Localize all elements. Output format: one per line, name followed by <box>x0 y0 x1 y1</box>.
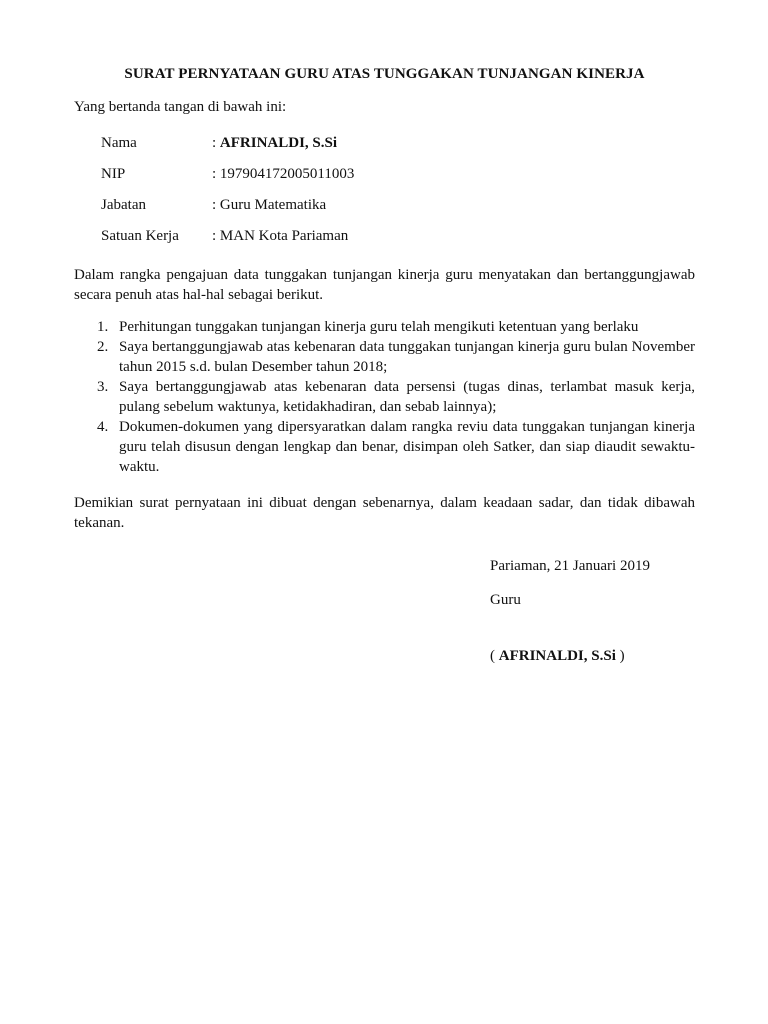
closing-paragraph: Demikian surat pernyataan ini dibuat dengan sebenarnya, dalam keadaan sadar, dan tidak dibawah tekanan. <box>74 495 695 531</box>
identity-row-nip <box>101 164 695 195</box>
statement-points-list <box>74 317 695 477</box>
identity-value: : 197904172005011003 <box>212 166 355 182</box>
identity-row-nama <box>101 133 695 164</box>
list-item <box>74 337 695 377</box>
list-item <box>74 377 695 417</box>
position-value: Guru Matematika <box>219 197 327 213</box>
letter-page <box>74 66 695 533</box>
list-item-number: 1. <box>97 319 109 335</box>
signer-name: ( AFRINALDI, S.Si ) <box>490 648 625 664</box>
identity-label: Nama <box>101 135 137 151</box>
identity-row-satuan-kerja <box>101 226 695 257</box>
identity-value: : MAN Kota Pariaman <box>212 228 349 244</box>
identity-label: Satuan Kerja <box>101 228 179 244</box>
list-item <box>74 317 695 337</box>
intro-text: Yang bertanda tangan di bawah ini: <box>74 99 287 115</box>
list-item-number: 2. <box>97 339 109 355</box>
place-date: Pariaman, 21 Januari 2019 <box>490 558 650 574</box>
list-item-text: Saya bertanggungjawab atas kebenaran data persensi (tugas dinas, terlambat masuk kerja, pulang sebelum waktunya, ketidakhadiran, dan sebab lainnya); <box>119 379 695 415</box>
identity-value: : AFRINALDI, S.Si <box>212 135 338 151</box>
identity-label: Jabatan <box>101 197 146 213</box>
identity-value: : Guru Matematika <box>212 197 327 213</box>
identity-block <box>101 133 695 257</box>
nip-value: 197904172005011003 <box>219 166 355 182</box>
signature-block <box>490 556 650 666</box>
list-item-number: 4. <box>97 419 109 435</box>
teacher-name: AFRINALDI, S.Si <box>219 135 338 151</box>
list-item-text: Saya bertanggungjawab atas kebenaran data tunggakan tunjangan kinerja guru bulan November tahun 2015 s.d. bulan Desember tahun 2018; <box>119 339 695 375</box>
identity-row-jabatan <box>101 195 695 226</box>
signer-name-text: AFRINALDI, S.Si <box>498 648 616 664</box>
identity-label: NIP <box>101 166 126 182</box>
list-item-number: 3. <box>97 379 109 395</box>
statement-paragraph: Dalam rangka pengajuan data tunggakan tunjangan kinerja guru menyatakan dan bertanggungjawab secara penuh atas hal-hal sebagai berikut. <box>74 267 695 303</box>
list-item-text: Perhitungan tunggakan tunjangan kinerja guru telah mengikuti ketentuan yang berlaku <box>119 319 639 335</box>
list-item <box>74 417 695 477</box>
list-item-text: Dokumen-dokumen yang dipersyaratkan dalam rangka reviu data tunggakan tunjangan kinerja guru telah disusun dengan lengkap dan benar, disimpan oleh Satker, dan siap diaudit sewaktu-waktu. <box>119 419 695 475</box>
letter-title: SURAT PERNYATAAN GURU ATAS TUNGGAKAN TUNJANGAN KINERJA <box>124 66 645 82</box>
signer-role: Guru <box>490 592 521 608</box>
work-unit-value: MAN Kota Pariaman <box>219 228 349 244</box>
